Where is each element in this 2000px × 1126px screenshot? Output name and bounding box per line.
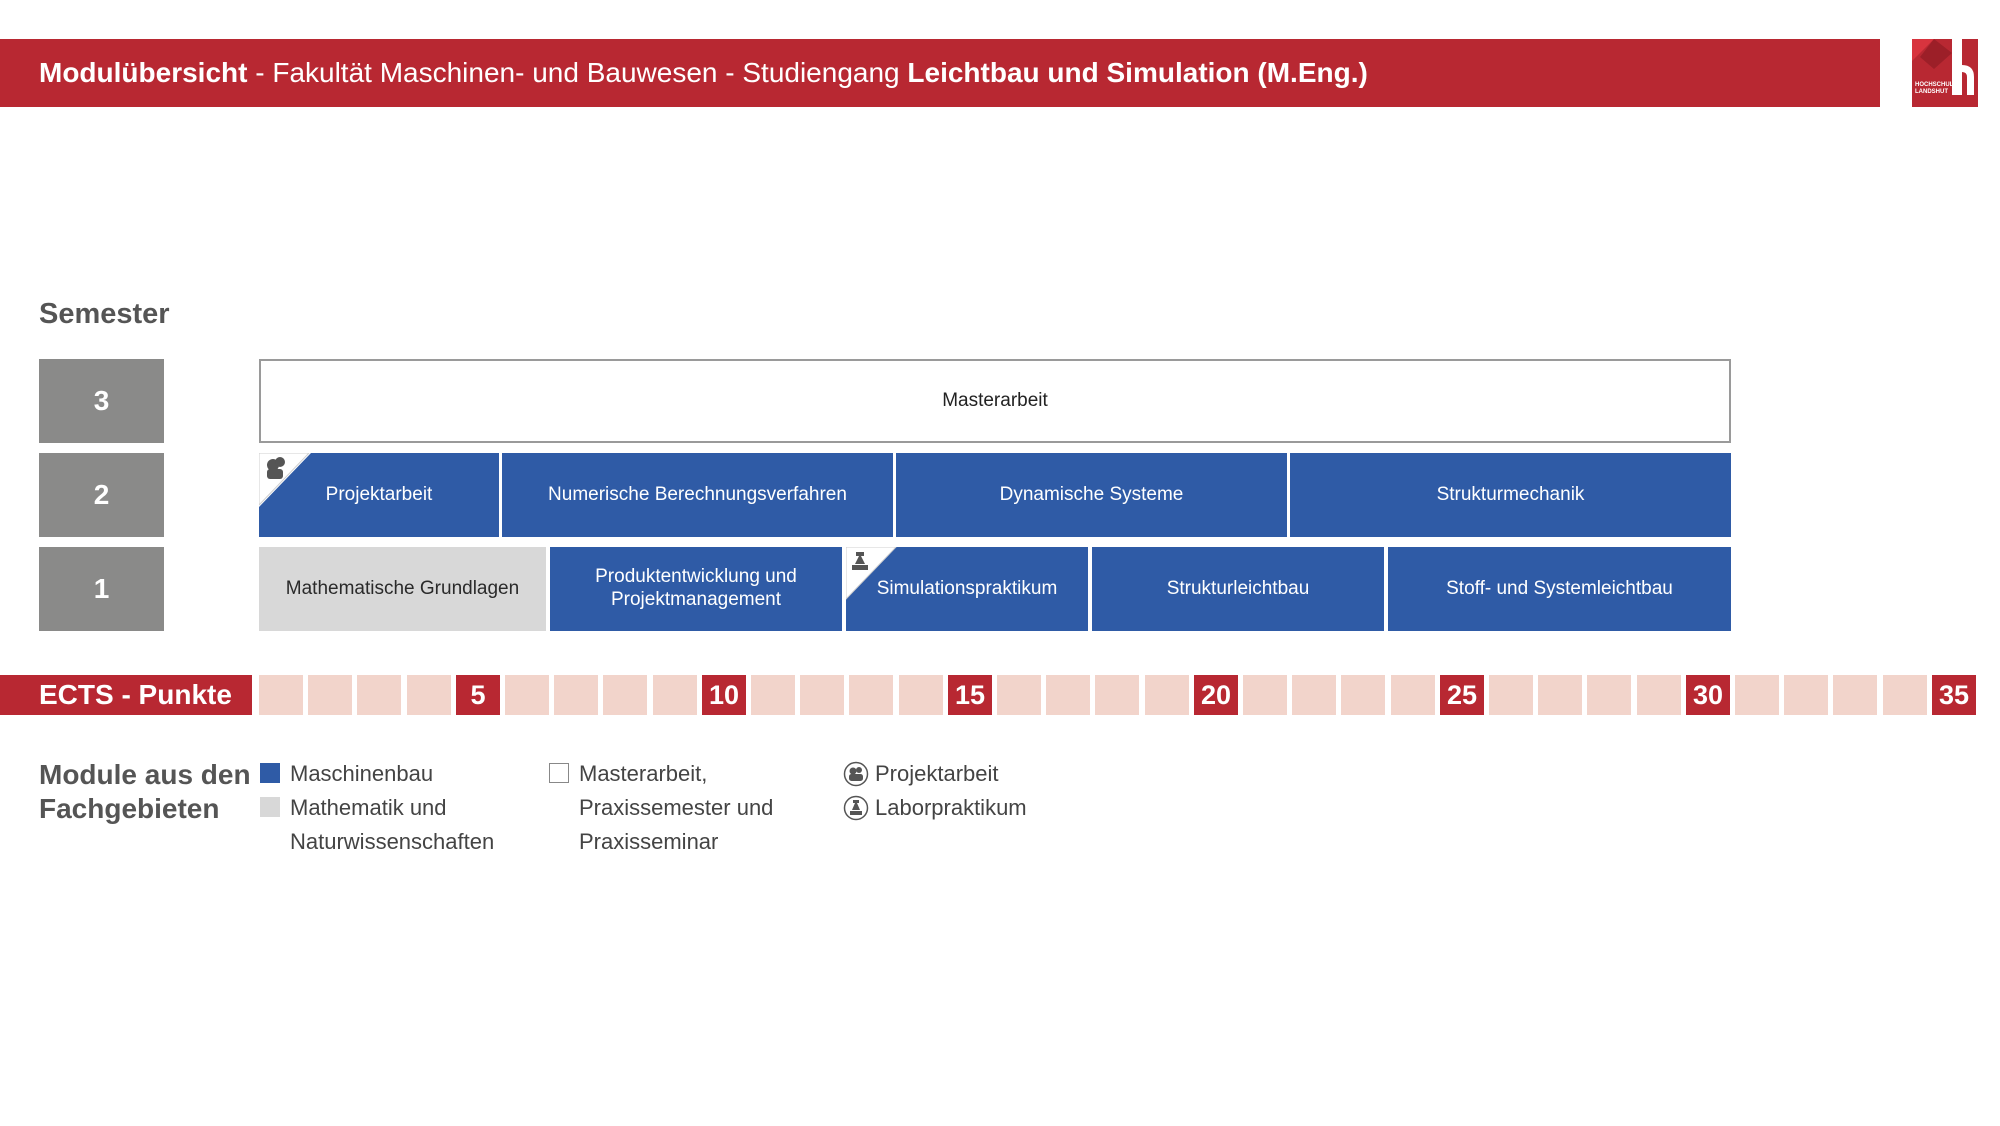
ects-cell — [1735, 675, 1779, 715]
laborpraktikum-icon — [843, 795, 869, 821]
header-title-bold: Modulübersicht — [39, 57, 248, 88]
ects-cell — [259, 675, 303, 715]
legend-mathematik-swatch — [260, 797, 280, 817]
ects-mark-15: 15 — [948, 675, 992, 715]
ects-cell — [849, 675, 893, 715]
semester-1-number: 1 — [39, 547, 164, 631]
ects-cell — [554, 675, 598, 715]
legend-masterarbeit-label — [579, 757, 773, 859]
legend-mathematik-label — [290, 791, 494, 859]
ects-cell — [1489, 675, 1533, 715]
module-strukturleichtbau: Strukturleichtbau — [1092, 547, 1384, 631]
ects-mark-20: 20 — [1194, 675, 1238, 715]
semester-2-number: 2 — [39, 453, 164, 537]
legend-maschinenbau-swatch — [260, 763, 280, 783]
semester-3-number: 3 — [39, 359, 164, 443]
module-numerische-berechnungsverfahren: Numerische Berechnungsverfahren — [502, 453, 893, 537]
module-strukturmechanik: Strukturmechanik — [1290, 453, 1731, 537]
module-projektarbeit-label: Projektarbeit — [325, 483, 433, 505]
module-simulationspraktikum — [846, 547, 1088, 631]
module-stoff-und-systemleichtbau: Stoff- und Systemleichtbau — [1388, 547, 1731, 631]
legend-title — [39, 758, 251, 826]
ects-cell — [603, 675, 647, 715]
ects-mark-35: 35 — [1932, 675, 1976, 715]
ects-cell — [997, 675, 1041, 715]
legend-masterarbeit-line1: Masterarbeit, — [579, 761, 708, 786]
ects-label: ECTS - Punkte — [0, 675, 252, 715]
university-logo — [1912, 39, 1978, 107]
legend-title-line2: Fachgebieten — [39, 793, 220, 824]
ects-cell — [1833, 675, 1877, 715]
ects-cell — [800, 675, 844, 715]
ects-cell — [1637, 675, 1681, 715]
module-produktentwicklung: Produktentwicklung und Projektmanagement — [550, 547, 842, 631]
projektarbeit-corner-icon — [259, 453, 311, 507]
ects-mark-25: 25 — [1440, 675, 1484, 715]
projektarbeit-icon — [843, 761, 869, 787]
ects-mark-30: 30 — [1686, 675, 1730, 715]
legend-masterarbeit-swatch — [549, 763, 569, 783]
ects-cell — [1046, 675, 1090, 715]
legend-laborpraktikum-label: Laborpraktikum — [875, 795, 1027, 820]
ects-cell — [1145, 675, 1189, 715]
ects-cell — [308, 675, 352, 715]
module-masterarbeit: Masterarbeit — [259, 359, 1731, 443]
ects-cell — [505, 675, 549, 715]
module-simulationspraktikum-label: Simulationspraktikum — [876, 577, 1058, 599]
legend-maschinenbau-label: Maschinenbau — [290, 761, 434, 786]
legend-title-line1: Module aus den — [39, 759, 251, 790]
ects-cell — [1243, 675, 1287, 715]
ects-cell — [1538, 675, 1582, 715]
header-title-middle: - Fakultät Maschinen- und Bauwesen - Studiengang — [247, 57, 908, 88]
module-dynamische-systeme: Dynamische Systeme — [896, 453, 1287, 537]
ects-cell — [1292, 675, 1336, 715]
legend-mathematik-line2: Naturwissenschaften — [290, 829, 495, 854]
legend-masterarbeit-line2: Praxissemester und — [579, 795, 774, 820]
legend-masterarbeit-line3: Praxisseminar — [579, 829, 719, 854]
ects-cell — [751, 675, 795, 715]
module-projektarbeit — [259, 453, 499, 537]
ects-cell — [357, 675, 401, 715]
page-header — [0, 39, 1880, 107]
ects-mark-10: 10 — [702, 675, 746, 715]
program-name: Leichtbau und Simulation (M.Eng.) — [907, 57, 1368, 88]
ects-cell — [1095, 675, 1139, 715]
ects-cell — [407, 675, 451, 715]
ects-cell — [653, 675, 697, 715]
semester-title: Semester — [39, 298, 170, 330]
legend-projektarbeit-label: Projektarbeit — [875, 761, 999, 786]
svg-text:LANDSHUT: LANDSHUT — [1915, 89, 1948, 95]
logo-h-icon — [1912, 39, 1978, 107]
ects-cell — [1587, 675, 1631, 715]
legend-mathematik-line1: Mathematik und — [290, 795, 447, 820]
laborpraktikum-corner-icon — [846, 547, 898, 601]
svg-text:HOCHSCHULE: HOCHSCHULE — [1915, 82, 1958, 88]
ects-cell — [1341, 675, 1385, 715]
ects-cell — [899, 675, 943, 715]
ects-cell — [1391, 675, 1435, 715]
ects-cell — [1883, 675, 1927, 715]
ects-cell — [1784, 675, 1828, 715]
ects-mark-5: 5 — [456, 675, 500, 715]
module-mathematische-grundlagen: Mathematische Grundlagen — [259, 547, 546, 631]
